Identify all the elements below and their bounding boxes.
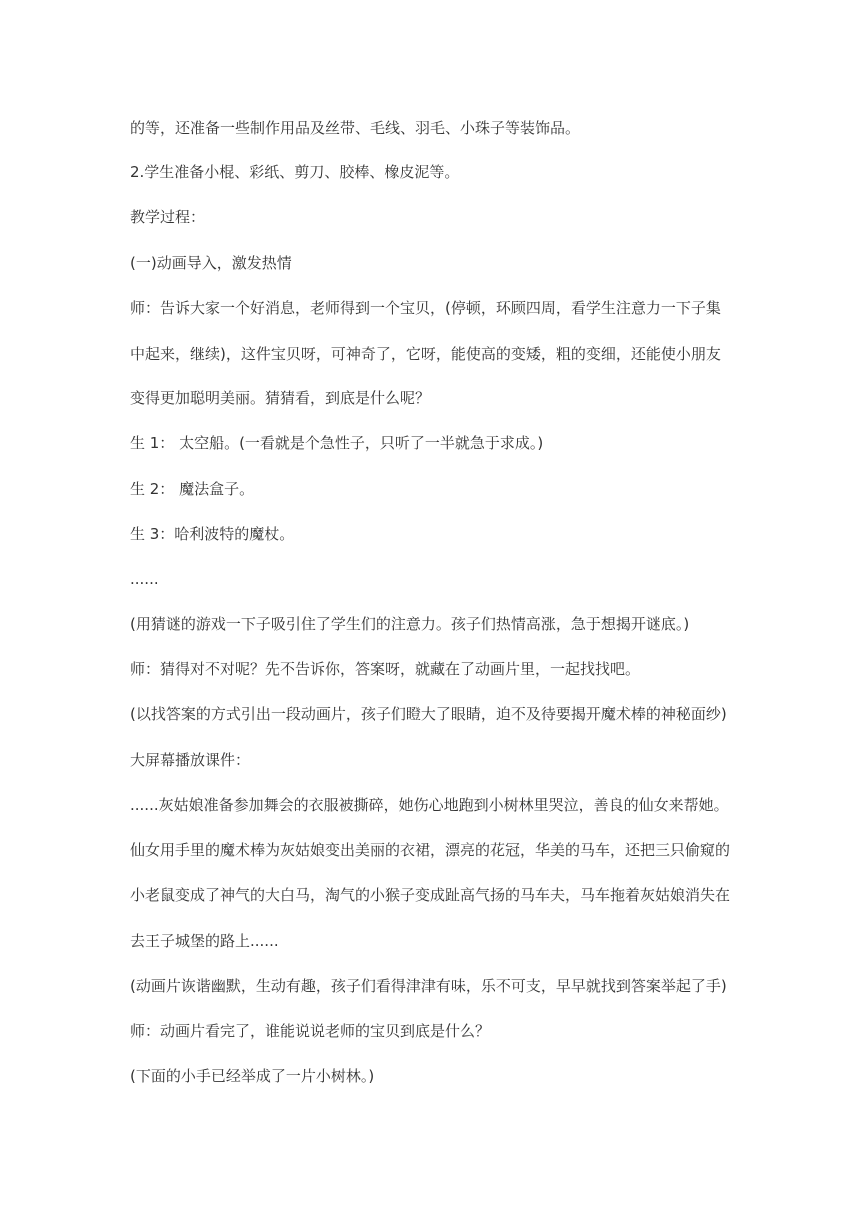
text-line: 生 2： 魔法盒子。: [130, 480, 255, 498]
text-line: 2.学生准备小棍、彩纸、剪刀、胶棒、橡皮泥等。: [130, 163, 460, 181]
text-line: 生 1： 太空船。(一看就是个急性子，只听了一半就急于求成。): [130, 434, 544, 452]
text-line: (用猜谜的游戏一下子吸引住了学生们的注意力。孩子们热情高涨，急于想揭开谜底。): [130, 615, 690, 633]
text-line: 师：告诉大家一个好消息，老师得到一个宝贝，(停顿，环顾四周，看学生注意力一下子集: [130, 299, 721, 317]
text-line: 师：动画片看完了，谁能说说老师的宝贝到底是什么？: [130, 1022, 491, 1040]
text-line: 去王子城堡的路上......: [130, 932, 279, 950]
text-line: ......灰姑娘准备参加舞会的衣服被撕碎，她伤心地跑到小树林里哭泣，善良的仙女来帮她。: [130, 796, 729, 814]
text-line: 教学过程：: [130, 208, 206, 226]
text-line: (以找答案的方式引出一段动画片，孩子们瞪大了眼睛，迫不及待要揭开魔术棒的神秘面纱): [130, 705, 727, 723]
ellipsis-line: ......: [130, 570, 159, 588]
text-line: 生 3：哈利波特的魔杖。: [130, 525, 295, 543]
text-line: 中起来，继续)，这件宝贝呀，可神奇了，它呀，能使高的变矮，粗的变细，还能使小朋友: [130, 345, 721, 363]
text-line: 的等，还准备一些制作用品及丝带、毛线、羽毛、小珠子等装饰品。: [130, 119, 581, 137]
text-line: 大屏幕播放课件：: [130, 751, 251, 769]
section-heading: (一)动画导入，激发热情: [130, 254, 292, 272]
text-line: 变得更加聪明美丽。猜猜看，到底是什么呢？: [130, 389, 431, 407]
text-line: 小老鼠变成了神气的大白马，淘气的小猴子变成趾高气扬的马车夫，马车拖着灰姑娘消失在: [130, 886, 731, 904]
text-line: (下面的小手已经举成了一片小树林。): [130, 1067, 375, 1085]
text-line: 师：猜得对不对呢？先不告诉你，答案呀，就藏在了动画片里，一起找找吧。: [130, 660, 641, 678]
text-line: (动画片诙谐幽默，生动有趣，孩子们看得津津有味，乐不可支，早早就找到答案举起了手): [130, 977, 727, 995]
text-line: 仙女用手里的魔术棒为灰姑娘变出美丽的衣裙，漂亮的花冠，华美的马车，还把三只偷窥的: [130, 841, 731, 859]
